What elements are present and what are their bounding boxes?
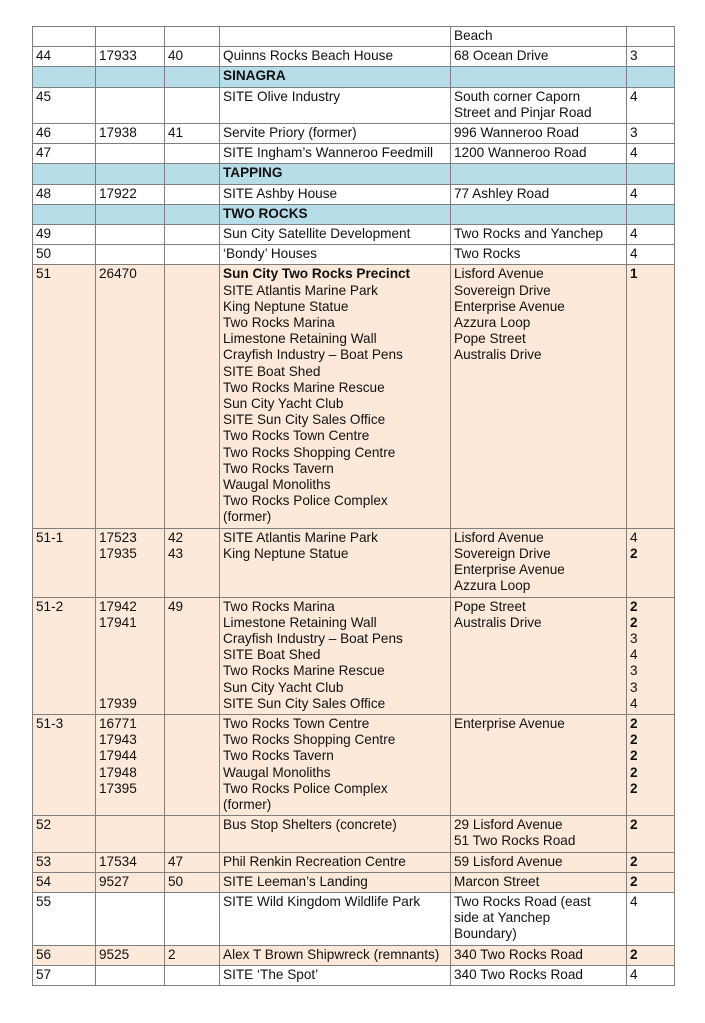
place-id (96, 597, 165, 714)
place-name (220, 852, 451, 872)
entry-number: 51-2 (33, 597, 96, 714)
place-name-line: Two Rocks Shopping Centre (223, 444, 396, 460)
place-name-line: SITE Boat Shed (223, 363, 321, 379)
place-id (96, 965, 165, 985)
category-line: 3 (630, 679, 638, 695)
address-line: South corner Caporn (454, 88, 581, 104)
table-row (33, 87, 675, 123)
register-id-line: 43 (168, 545, 184, 561)
place-id-line: 17948 (99, 764, 137, 780)
entry-number: 48 (33, 184, 96, 204)
section-title: TWO ROCKS (220, 204, 451, 224)
address (451, 265, 627, 528)
place-name-line: SITE Atlantis Marine Park (223, 282, 378, 298)
address-line: Marcon Street (454, 873, 540, 889)
place-name (220, 965, 451, 985)
register-id (165, 225, 220, 245)
category (627, 872, 675, 892)
table-row (33, 892, 675, 945)
entry-number: 51 (33, 265, 96, 528)
place-id-line: 9527 (99, 873, 130, 889)
entry-number: 54 (33, 872, 96, 892)
section-cell (165, 67, 220, 87)
register-id (165, 87, 220, 123)
register-id-line: 49 (168, 598, 184, 614)
heritage-places-table (32, 26, 675, 986)
register-id-line: 2 (168, 946, 176, 962)
entry-number: 47 (33, 144, 96, 164)
address-line: 51 Two Rocks Road (454, 833, 576, 849)
category (627, 27, 675, 47)
category (627, 965, 675, 985)
place-name-line: SITE Olive Industry (223, 88, 341, 104)
place-name-line: Crayfish Industry – Boat Pens (223, 630, 403, 646)
address (451, 245, 627, 265)
section-cell (165, 164, 220, 184)
place-name-line: SITE Atlantis Marine Park (223, 529, 378, 545)
category-line: 3 (630, 125, 638, 141)
place-id-line: 17395 (99, 780, 137, 796)
place-name-line: Sun City Yacht Club (223, 396, 344, 412)
address (451, 184, 627, 204)
address-line: Street and Pinjar Road (454, 104, 592, 120)
address-line: Enterprise Avenue (454, 298, 565, 314)
place-name-line: Limestone Retaining Wall (223, 331, 377, 347)
register-id (165, 144, 220, 164)
place-id (96, 852, 165, 872)
section-header-row (33, 204, 675, 224)
place-name-line: SITE Ingham’s Wanneroo Feedmill (223, 145, 434, 161)
section-title: TAPPING (220, 164, 451, 184)
table-row (33, 27, 675, 47)
place-id (96, 528, 165, 597)
place-id (96, 892, 165, 945)
place-id: 17933 (96, 47, 165, 67)
place-id (96, 265, 165, 528)
place-id-line: 17941 (99, 614, 137, 630)
address-line: Two Rocks (454, 246, 521, 262)
place-name-line: SITE ‘The Spot’ (223, 966, 319, 982)
place-name-line: Alex T Brown Shipwreck (remnants) (223, 946, 440, 962)
register-id (165, 816, 220, 852)
address-line: Sovereign Drive (454, 282, 551, 298)
register-id (165, 265, 220, 528)
section-cell (96, 204, 165, 224)
category (627, 144, 675, 164)
place-name-line: SITE Wild Kingdom Wildlife Park (223, 893, 421, 909)
place-id-line: 17523 (99, 529, 137, 545)
place-name-line (223, 28, 447, 44)
place-id-line: 9525 (99, 946, 130, 962)
place-name (220, 124, 451, 144)
address-line: Azzura Loop (454, 315, 531, 331)
place-id-line (99, 817, 161, 833)
address-line: 340 Two Rocks Road (454, 946, 583, 962)
table-row (33, 872, 675, 892)
entry-number: 50 (33, 245, 96, 265)
entry-number: 45 (33, 87, 96, 123)
table-row (33, 124, 675, 144)
section-cell (33, 204, 96, 224)
table-body (33, 27, 675, 986)
section-cell (33, 67, 96, 87)
address-line: Boundary) (454, 926, 517, 942)
section-cell (451, 67, 627, 87)
category (627, 124, 675, 144)
place-name-line: Waugal Monoliths (223, 764, 331, 780)
category (627, 892, 675, 945)
register-id (165, 27, 220, 47)
place-id-line: 17943 (99, 732, 137, 748)
place-id-line (99, 680, 161, 696)
place-name-line: Two Rocks Marina (223, 598, 335, 614)
table-row (33, 945, 675, 965)
place-id-line: 17939 (99, 695, 137, 711)
address-line: Two Rocks and Yanchep (454, 226, 604, 242)
entry-number: 51-1 (33, 528, 96, 597)
category-line: 4 (630, 647, 638, 663)
category-line: 3 (630, 48, 638, 64)
section-cell (627, 164, 675, 184)
place-name (220, 872, 451, 892)
category (627, 245, 675, 265)
section-title: SINAGRA (220, 67, 451, 87)
section-cell (451, 204, 627, 224)
address-line: 59 Lisford Avenue (454, 853, 563, 869)
register-id-line: 50 (168, 873, 184, 889)
place-name-line: (former) (223, 509, 272, 525)
place-name (220, 27, 451, 47)
category-line: 4 (630, 246, 638, 262)
address-line: 340 Two Rocks Road (454, 966, 583, 982)
table-row (33, 965, 675, 985)
place-name-line: Limestone Retaining Wall (223, 614, 377, 630)
place-name (220, 184, 451, 204)
address (451, 816, 627, 852)
register-id (165, 184, 220, 204)
address (451, 597, 627, 714)
category-line: 2 (630, 715, 638, 731)
place-name-line: King Neptune Statue (223, 298, 349, 314)
entry-number: 51-3 (33, 714, 96, 815)
place-name-line: Two Rocks Police Complex (223, 493, 388, 509)
category-line: 3 (630, 663, 638, 679)
address-line: Sovereign Drive (454, 545, 551, 561)
place-name (220, 816, 451, 852)
place-name (220, 714, 451, 815)
entry-number (33, 27, 96, 47)
place-id (96, 87, 165, 123)
place-name-line: Two Rocks Marina (223, 315, 335, 331)
category-line: 2 (630, 817, 638, 833)
address (451, 892, 627, 945)
place-name-line: SITE Boat Shed (223, 647, 321, 663)
place-id: 17938 (96, 124, 165, 144)
category (627, 87, 675, 123)
address-line: Beach (454, 28, 493, 43)
category-line: 2 (630, 748, 638, 764)
category-line: 2 (630, 946, 638, 962)
category-line: 4 (630, 185, 638, 201)
address-line: 996 Wanneroo Road (454, 125, 579, 141)
category-line: 2 (630, 780, 638, 796)
place-name-line: SITE Ashby House (223, 185, 338, 201)
place-name-line: Two Rocks Town Centre (223, 428, 370, 444)
address (451, 47, 627, 67)
category-line: 2 (630, 873, 638, 889)
place-id (96, 714, 165, 815)
address (451, 225, 627, 245)
category-line: 2 (630, 732, 638, 748)
place-name (220, 597, 451, 714)
place-id-line: 16771 (99, 715, 137, 731)
category (627, 184, 675, 204)
place-name-line: Two Rocks Marine Rescue (223, 379, 385, 395)
place-id-line: 17534 (99, 853, 137, 869)
place-name-line: Two Rocks Tavern (223, 460, 334, 476)
place-id (96, 144, 165, 164)
address (451, 872, 627, 892)
place-id-line: 17935 (99, 545, 137, 561)
table-row (33, 245, 675, 265)
category-line: 2 (630, 853, 638, 869)
place-id (96, 945, 165, 965)
address-line: Australis Drive (454, 347, 542, 363)
place-id (96, 816, 165, 852)
place-name (220, 528, 451, 597)
section-header-row (33, 67, 675, 87)
address-line: side at Yanchep (454, 910, 551, 926)
register-id-line (168, 716, 216, 732)
section-cell (627, 67, 675, 87)
category-line: 4 (630, 893, 638, 909)
category-line: 4 (630, 88, 638, 104)
place-name-line: Two Rocks Town Centre (223, 715, 370, 731)
place-name-line: Sun City Two Rocks Precinct (223, 266, 411, 282)
place-id-line: 17942 (99, 598, 137, 614)
section-cell (627, 204, 675, 224)
category (627, 945, 675, 965)
category-line: 4 (630, 966, 638, 982)
address (451, 852, 627, 872)
address (451, 27, 627, 47)
address-line: Azzura Loop (454, 578, 531, 594)
address-line: Pope Street (454, 331, 526, 347)
place-name-line: Two Rocks Shopping Centre (223, 732, 396, 748)
register-id (165, 872, 220, 892)
category-line: 4 (630, 695, 638, 711)
place-id-line (99, 647, 161, 663)
place-id-line (99, 631, 161, 647)
section-header-row (33, 164, 675, 184)
place-name-line: Bus Stop Shelters (concrete) (223, 817, 397, 833)
place-name-line: King Neptune Statue (223, 545, 349, 561)
category-line: 2 (630, 764, 638, 780)
category-line: 3 (630, 630, 638, 646)
place-name-line: Two Rocks Marine Rescue (223, 663, 385, 679)
entry-number: 44 (33, 47, 96, 67)
address (451, 124, 627, 144)
register-id (165, 245, 220, 265)
place-name-line: Sun City Satellite Development (223, 226, 411, 242)
entry-number: 57 (33, 965, 96, 985)
place-name (220, 47, 451, 67)
register-id (165, 528, 220, 597)
section-cell (165, 204, 220, 224)
category-line: 2 (630, 614, 638, 630)
category-line: 4 (630, 529, 638, 545)
entry-number: 46 (33, 124, 96, 144)
category-line: 2 (630, 598, 638, 614)
place-name-line: SITE Sun City Sales Office (223, 412, 386, 428)
place-name-line: Crayfish Industry – Boat Pens (223, 347, 403, 363)
place-name-line: Waugal Monoliths (223, 477, 331, 493)
address-line: Two Rocks Road (east (454, 893, 591, 909)
address (451, 945, 627, 965)
address (451, 144, 627, 164)
category-line: 1 (630, 266, 638, 282)
address-line: 77 Ashley Road (454, 185, 550, 201)
place-id-line: 26470 (99, 266, 137, 282)
register-id (165, 892, 220, 945)
place-name-line: Two Rocks Police Complex (223, 780, 388, 796)
address-line: Enterprise Avenue (454, 562, 565, 578)
address (451, 87, 627, 123)
address (451, 528, 627, 597)
place-name (220, 245, 451, 265)
table-row (33, 144, 675, 164)
address-line: 29 Lisford Avenue (454, 817, 563, 833)
place-id: 17922 (96, 184, 165, 204)
register-id-line (168, 266, 216, 282)
section-cell (451, 164, 627, 184)
place-id (96, 225, 165, 245)
address-line: 1200 Wanneroo Road (454, 145, 587, 161)
table-row (33, 265, 675, 528)
place-name-line: Servite Priory (former) (223, 125, 357, 141)
category (627, 714, 675, 815)
place-name-line: (former) (223, 796, 272, 812)
place-name-line: Two Rocks Tavern (223, 748, 334, 764)
table-row (33, 816, 675, 852)
table-row (33, 528, 675, 597)
address-line: Lisford Avenue (454, 529, 544, 545)
place-name (220, 945, 451, 965)
category-line: 4 (630, 145, 638, 161)
place-id (96, 872, 165, 892)
place-name-line: Quinns Rocks Beach House (223, 48, 394, 64)
register-id (165, 714, 220, 815)
table-row (33, 47, 675, 67)
place-id (96, 27, 165, 47)
category-line: 2 (630, 545, 638, 561)
table-row (33, 225, 675, 245)
entry-number: 55 (33, 892, 96, 945)
category (627, 816, 675, 852)
place-id-line: 17944 (99, 748, 137, 764)
category (627, 47, 675, 67)
section-cell (96, 164, 165, 184)
place-id (96, 245, 165, 265)
address-line: 68 Ocean Drive (454, 48, 549, 64)
address-line: Australis Drive (454, 614, 542, 630)
address-line: Enterprise Avenue (454, 715, 565, 731)
table-row (33, 714, 675, 815)
category (627, 528, 675, 597)
category (627, 265, 675, 528)
place-name (220, 892, 451, 945)
section-cell (96, 67, 165, 87)
place-name (220, 144, 451, 164)
register-id-line: 42 (168, 529, 184, 545)
place-name (220, 225, 451, 245)
entry-number: 53 (33, 852, 96, 872)
register-id-line: 47 (168, 853, 184, 869)
register-id: 40 (165, 47, 220, 67)
table-row (33, 184, 675, 204)
entry-number: 52 (33, 816, 96, 852)
place-name-line: SITE Sun City Sales Office (223, 695, 386, 711)
register-id (165, 597, 220, 714)
table-row (33, 597, 675, 714)
address-line: Lisford Avenue (454, 266, 544, 282)
entry-number: 49 (33, 225, 96, 245)
category (627, 597, 675, 714)
place-name (220, 265, 451, 528)
category (627, 225, 675, 245)
section-cell (33, 164, 96, 184)
address-line: Pope Street (454, 598, 526, 614)
place-name-line: Phil Renkin Recreation Centre (223, 853, 406, 869)
place-name-line: Sun City Yacht Club (223, 679, 344, 695)
address (451, 714, 627, 815)
register-id (165, 965, 220, 985)
entry-number: 56 (33, 945, 96, 965)
table-row (33, 852, 675, 872)
register-id (165, 945, 220, 965)
place-name-line: SITE Leeman’s Landing (223, 873, 368, 889)
register-id-line (168, 817, 216, 833)
place-id-line (99, 663, 161, 679)
address (451, 965, 627, 985)
register-id (165, 852, 220, 872)
place-name-line: ‘Bondy’ Houses (223, 246, 317, 262)
category-line: 4 (630, 226, 638, 242)
place-name (220, 87, 451, 123)
category (627, 852, 675, 872)
register-id: 41 (165, 124, 220, 144)
category-line (630, 28, 671, 44)
